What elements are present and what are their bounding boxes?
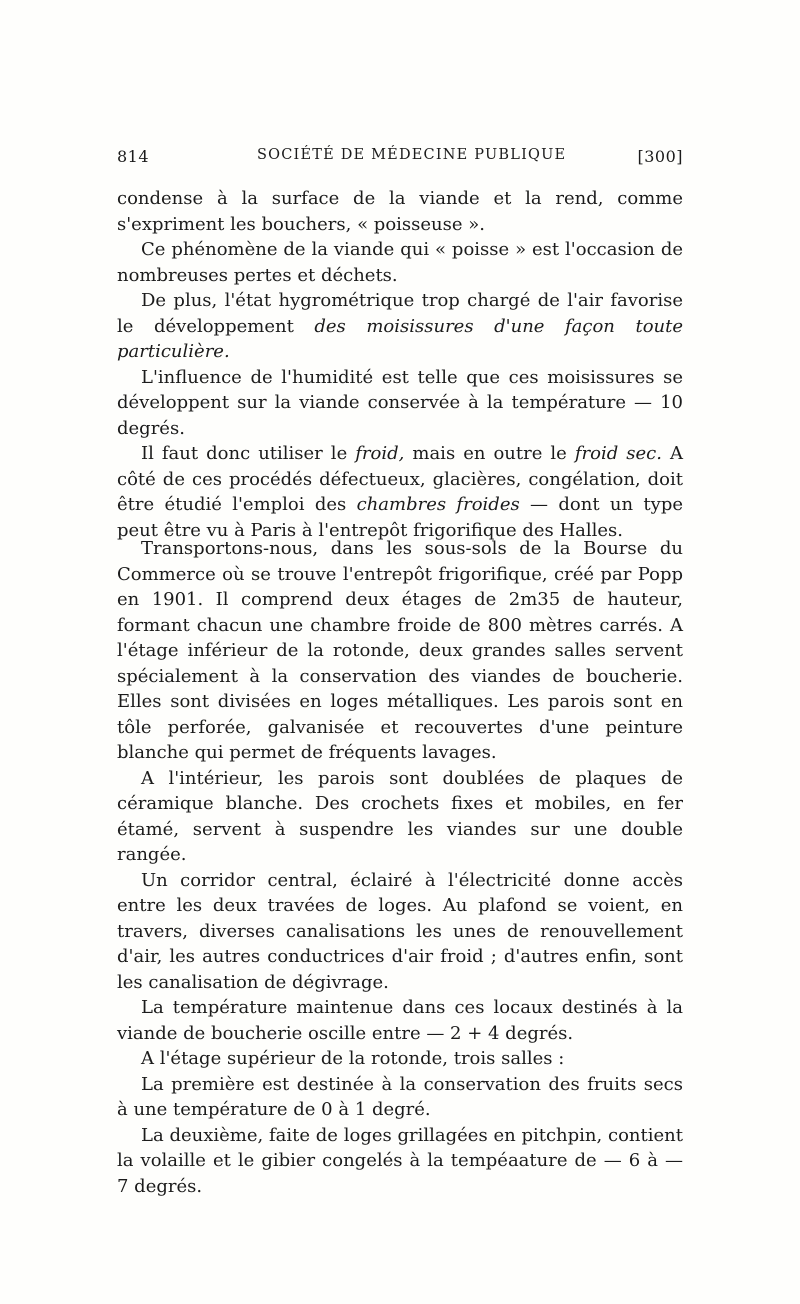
running-title: SOCIÉTÉ DE MÉDECINE PUBLIQUE: [257, 147, 567, 163]
page-number: 814: [117, 147, 150, 166]
paragraph: condense à la surface de la viande et la rend, comme s'expriment les bouchers, « poisseuse ».: [117, 188, 683, 235]
paragraph: La température maintenue dans ces locaux destinés à la viande de boucherie oscille entre — 2 + 4 degrés.: [117, 997, 683, 1044]
paragraph: La première est destinée à la conservation des fruits secs à une température de 0 à 1 degré.: [117, 1073, 683, 1120]
text-block-bottom: [117, 536, 683, 1199]
paragraph: La deuxième, faite de loges grillagées en pitchpin, contient la volaille et le gibier congelés à la tempéaature de — 6 à — 7 degrés.: [117, 1124, 683, 1197]
paragraph: A l'intérieur, les parois sont doublées de plaques de céramique blanche. Des crochets fixes et mobiles, en fer étamé, servent à suspendre les viandes sur une double rangée.: [117, 767, 683, 865]
paragraph: L'influence de l'humidité est telle que ces moisissures se développent sur la viande conservée à la température — 10 degrés.: [117, 366, 683, 439]
text-block-top: [117, 186, 683, 543]
paragraph: Il faut donc utiliser le froid, mais en outre le froid sec. A côté de ces procédés défectueux, glacières, congélation, doit être étudié l'emploi des chambres froides — dont un type peut être vu à Paris à l'entrepôt frigorifique des Halles.: [117, 443, 684, 541]
paragraph: Un corridor central, éclairé à l'électricité donne accès entre les deux travées de loges. Au plafond se voient, en travers, diverses canalisations les unes de renouvellement d'air, les autres conductrices d'air froid ; d'autres enfin, sont les canalisation de dégivrage.: [117, 869, 683, 993]
paragraph: Ce phénomène de la viande qui « poisse » est l'occasion de nombreuses pertes et déchets.: [117, 239, 683, 286]
paragraph: Transportons-nous, dans les sous-sols de la Bourse du Commerce où se trouve l'entrepôt frigorifique, créé par Popp en 1901. Il comprend deux étages de 2m35 de hauteur, formant chacun une chambre froide de 800 mètres carrés. A l'étage inférieur de la rotonde, deux grandes salles servent spécialement à la conservation des viandes de boucherie. Elles sont divisées en loges métalliques. Les parois sont en tôle perforée, galvanisée et recouvertes d'une peinture blanche qui permet de fréquents lavages.: [117, 538, 683, 763]
paragraph: De plus, l'état hygrométrique trop chargé de l'air favorise le développement des moisissures d'une façon toute particulière.: [117, 290, 684, 362]
paragraph: A l'étage supérieur de la rotonde, trois salles :: [141, 1048, 565, 1069]
running-header: [117, 147, 683, 171]
page-reference: [300]: [637, 147, 683, 166]
